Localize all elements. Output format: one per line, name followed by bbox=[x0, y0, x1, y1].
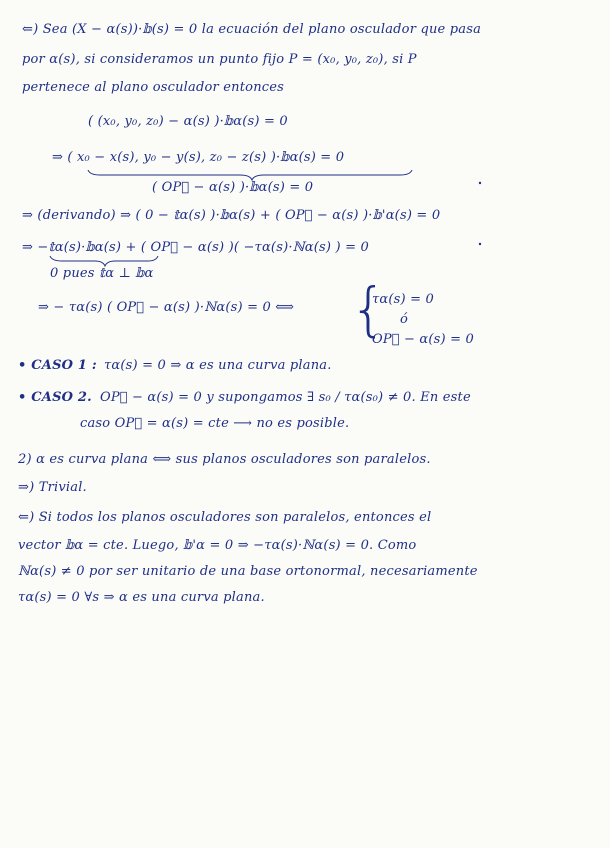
line-6: ( OP⃗ − α(s) )·𝕓α(s) = 0 bbox=[152, 180, 314, 195]
line-9: 0 pues 𝕥α ⊥ 𝕓α bbox=[50, 266, 154, 281]
line-7: ⇒ (derivando) ⇒ ( 0 − 𝕥α(s) )·𝕓α(s) + ( OP⃗ − α(s) )·𝕓'α(s) = 0 bbox=[22, 208, 441, 223]
line-5: ⇒ ( x₀ − x(s), y₀ − y(s), z₀ − z(s) )·𝕓α(s) = 0 bbox=[52, 150, 345, 165]
case-2-text-cont: caso OP⃗ = α(s) = cte ⟶ no es posible. bbox=[80, 416, 350, 431]
line-10: ⇒ − τα(s) ( OP⃗ − α(s) )·ℕα(s) = 0 ⟺ bbox=[38, 300, 295, 315]
line-16: ⇐) Si todos los planos osculadores son paralelos, entonces el bbox=[18, 510, 432, 525]
underbrace-tb bbox=[50, 256, 158, 266]
stray-dot bbox=[479, 182, 481, 184]
line-17: vector 𝕓α = cte. Luego, 𝕓'α = 0 ⇒ −τα(s)·ℕα(s) = 0. Como bbox=[18, 538, 417, 553]
stray-dot bbox=[479, 243, 481, 245]
line-14: 2) α es curva plana ⟺ sus planos osculadores son paralelos. bbox=[18, 452, 431, 467]
underbrace-line5 bbox=[88, 170, 412, 180]
case-1-text: τα(s) = 0 ⇒ α es una curva plana. bbox=[104, 358, 332, 373]
line-18: ℕα(s) ≠ 0 por ser unitario de una base ortonormal, necesariamente bbox=[18, 564, 478, 579]
line-2: por α(s), si consideramos un punto fijo P = (x₀, y₀, z₀), si P bbox=[22, 52, 417, 67]
line-19: τα(s) = 0 ∀s ⇒ α es una curva plana. bbox=[18, 590, 265, 605]
case-2-label: • CASO 2. bbox=[18, 390, 92, 405]
line-10-case-b: OP⃗ − α(s) = 0 bbox=[372, 332, 474, 347]
case-2-text: OP⃗ − α(s) = 0 y supongamos ∃ s₀ / τα(s₀) ≠ 0. En este bbox=[100, 390, 471, 405]
curly-brace: { bbox=[350, 275, 387, 343]
line-4: ( (x₀, y₀, z₀) − α(s) )·𝕓α(s) = 0 bbox=[88, 114, 288, 129]
line-15: ⇒) Trivial. bbox=[18, 480, 87, 495]
line-1: ⇐) Sea (X − α(s))·𝕓(s) = 0 la ecuación del plano osculador que pasa bbox=[22, 22, 482, 37]
line-8: ⇒ −𝕥α(s)·𝕓α(s) + ( OP⃗ − α(s) )( −τα(s)·ℕα(s) ) = 0 bbox=[22, 240, 369, 255]
line-10-case-a: τα(s) = 0 bbox=[372, 292, 435, 307]
line-10-or: ó bbox=[400, 312, 409, 327]
line-3: pertenece al plano osculador entonces bbox=[22, 80, 285, 95]
case-1-label: • CASO 1 : bbox=[18, 358, 97, 373]
